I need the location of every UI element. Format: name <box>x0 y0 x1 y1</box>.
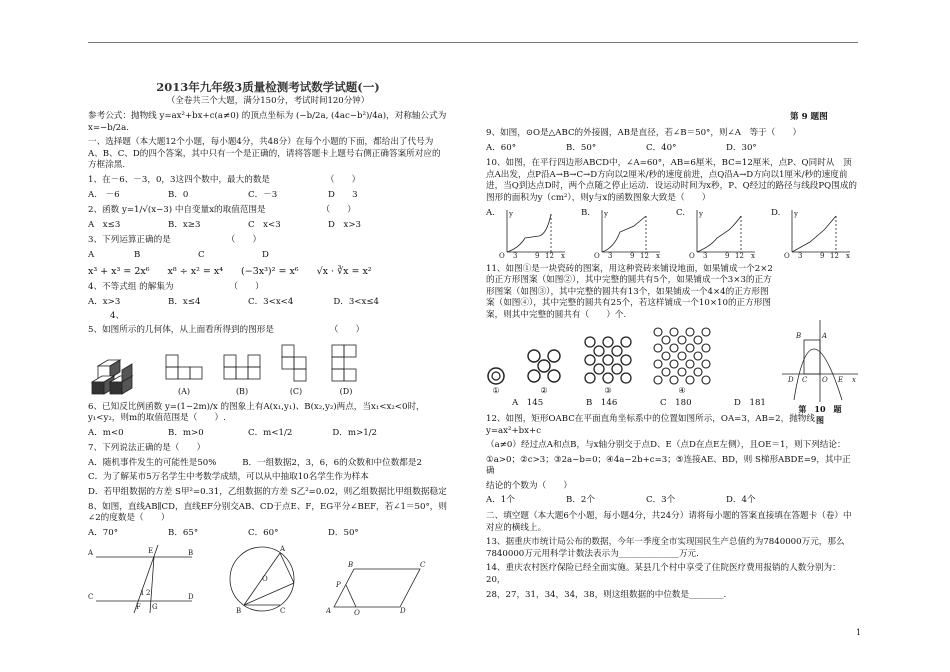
svg-text:x: x <box>656 251 660 260</box>
q9-stem: 9、如图，⊙O是△ABC的外接圆，AB是直径，若∠B＝50°，则∠A 等于（ ） <box>486 128 802 138</box>
q3-expr-a: x³ + x³ = 2x⁶ <box>88 265 150 277</box>
page-number: 1 <box>856 628 862 637</box>
q4-option-c: C．3<x<4 <box>248 296 294 307</box>
q7-option-c: C．为了解某市5万名学生中考数学成绩，可以从中抽取10名学生作为样本 <box>88 472 369 483</box>
svg-text:3: 3 <box>703 251 708 260</box>
q11-option-b: B 146 <box>586 398 618 409</box>
q13-stem: 13、据重庆市统计局公布的数据，今年一季度全市实现国民生产总值约为7840000万元，那么7840000万元用科学计数法表示为______________万元． <box>486 537 845 559</box>
q10-graph-a <box>486 208 567 260</box>
q6-option-a: A．m<0 <box>88 427 124 438</box>
q8-stem: 8、如图，直线AB∥CD，直线EF分别交AB、CD于点E、F，EG平分∠BEF，若∠1＝50°，则∠2的度数是（ ） <box>88 501 447 524</box>
q3-option-d: D <box>262 249 269 260</box>
q12-option-a: A．1个 <box>486 495 515 506</box>
q5-stem: 5、如图所示的几何体，从上面看所得到的图形是 （ ） <box>88 325 365 336</box>
top-rule <box>88 42 858 43</box>
q2-option-a: A x≤3 <box>88 219 121 230</box>
svg-text:O: O <box>262 575 268 584</box>
q3-option-a: A <box>88 249 95 260</box>
svg-text:A: A <box>822 332 828 340</box>
svg-text:C: C <box>280 607 286 616</box>
svg-text:y: y <box>508 209 513 218</box>
svg-text:12: 12 <box>830 251 840 260</box>
q8-option-c: C．60° <box>248 527 279 538</box>
q6-option-b: B．m>0 <box>168 427 204 438</box>
q11-option-d: D 181 <box>734 398 766 409</box>
paper-subtitle: （全卷共三个大题，满分150分，考试时间120分钟） <box>166 95 370 106</box>
q1-options <box>88 190 448 202</box>
svg-text:B: B <box>348 561 354 570</box>
q9-options <box>486 143 858 155</box>
svg-text:D: D <box>788 376 794 384</box>
q10-option-b: B. <box>580 207 591 218</box>
svg-text:A: A <box>326 607 332 616</box>
q11-option-c: C 180 <box>660 398 692 409</box>
svg-text:x: x <box>751 251 755 260</box>
q1-option-b: B．0 <box>168 189 189 200</box>
q11-label-2: ② <box>540 385 548 395</box>
q10-graph-b <box>581 208 662 260</box>
svg-text:y: y <box>604 209 608 218</box>
q3-expr-d: √x · ∛x = x² <box>316 265 372 277</box>
svg-text:A: A <box>280 545 286 554</box>
svg-text:G: G <box>152 603 158 612</box>
svg-text:E: E <box>838 376 844 384</box>
svg-text:O: O <box>594 251 600 260</box>
q5-view-d-shape <box>330 343 362 387</box>
q6-option-c: C．m<1/2 <box>248 427 293 438</box>
svg-text:3: 3 <box>512 251 518 260</box>
q7-stem: 7、下列说法正确的是（ ） <box>88 443 206 454</box>
svg-text:9: 9 <box>534 251 540 260</box>
q4-option-d: D．3<x≤4 <box>333 296 380 307</box>
q11-tile-2-shape <box>524 346 564 386</box>
q5-label-c: (C) <box>289 386 303 396</box>
q12-parabola-plot <box>780 318 860 404</box>
svg-text:y: y <box>794 209 799 218</box>
q4-option-b: B．x≤4 <box>168 296 201 307</box>
q8-options <box>88 528 448 540</box>
svg-text:A: A <box>88 549 94 558</box>
q5-view-c-shape <box>280 343 312 387</box>
q11-tile-4-shape <box>652 326 712 386</box>
q12-parabola-figure <box>780 318 860 426</box>
svg-text:2: 2 <box>146 589 151 598</box>
section2-heading: 二、填空题（本大题6个小题，每小题4分，共24分）请将每小题的答案直接填在答题卡（卷）中对应的横线上。 <box>486 511 852 533</box>
svg-text:x: x <box>560 251 565 260</box>
q11-option-a: A 145 <box>512 398 544 409</box>
left-column <box>88 80 448 619</box>
q6-option-d: D．m>1/2 <box>332 427 378 438</box>
q14-stem-line2: 28，27，31，34，34，38，则这组数据的中位数是________. <box>486 589 727 600</box>
q9-option-b: B．50° <box>566 142 597 153</box>
q8-q9-q10-figures <box>88 543 448 615</box>
svg-text:y: y <box>699 209 703 218</box>
svg-text:O: O <box>822 376 828 384</box>
q11-tile-3-shape <box>582 334 634 386</box>
q6-options <box>88 428 448 440</box>
svg-text:9: 9 <box>725 251 730 260</box>
q10-graph-b-plot <box>594 208 662 260</box>
q5-view-c <box>280 343 312 398</box>
q5-view-b-shape <box>222 353 262 387</box>
svg-text:3: 3 <box>608 251 613 260</box>
svg-text:E: E <box>148 547 154 556</box>
svg-text:B: B <box>188 549 194 558</box>
svg-text:9: 9 <box>630 251 635 260</box>
q4-options <box>88 297 448 309</box>
svg-text:Q: Q <box>354 609 360 616</box>
q10-stem: 10、如图，在平行四边形ABCD中，∠A=60°，AB=6厘米，BC=12厘米，点P、Q同时从 顶点A出发，点P沿A→B→C→D方向以2厘米/秒的速度前进，点Q沿A→D方向以1厘米/秒的速度前进，当Q到达点D时，两个点随之停止运动．设运动时间为x秒，P、Q经过的路径与线段PQ围成的图形的面积为y（cm²），则y与x的函数图象大致是（ ） <box>486 158 858 203</box>
q12-option-b: B．2个 <box>566 495 595 506</box>
q5-view-a <box>164 353 204 398</box>
svg-text:O: O <box>498 251 505 260</box>
q2-option-c: C x<3 <box>248 219 281 230</box>
q1-option-d: D 3 <box>328 189 358 200</box>
q10-option-a: A. <box>486 207 495 218</box>
q5-figures <box>88 343 448 398</box>
q5-view-b <box>222 353 262 398</box>
q2-stem: 2、函数 y=1/√(x−3) 中自变量x的取值范围是 （ ） <box>88 205 356 216</box>
svg-text:B: B <box>236 607 242 616</box>
q8-option-a: A．70° <box>88 527 119 538</box>
svg-text:x: x <box>852 376 856 384</box>
svg-text:12: 12 <box>544 251 554 260</box>
svg-text:O: O <box>784 251 791 260</box>
svg-text:1: 1 <box>140 589 145 598</box>
q10-graph-d <box>771 208 852 260</box>
q1-stem: 1、在－6、－3，0，3这四个数中，最大的数是 （ ） <box>88 174 361 185</box>
q10-graph-a-plot <box>499 208 567 260</box>
section1-heading: 一、选择题（本大题12个小题，每小题4分，共48分）在每个小题的下面，都给出了代号为A、B、C、D的四个答案，其中只有一个是正确的，请将答题卡上题号右侧正确答案所对应的方框涂黑. <box>88 137 441 171</box>
q14-stem-line1: 14、重庆农村医疗保险已经全面实施。某县几个村中享受了住院医疗费用报销的人数分别为：20， <box>486 563 841 586</box>
q5-label-a: (A) <box>177 386 191 396</box>
q4-extra: 4、 <box>110 310 125 321</box>
q5-label-d: (D) <box>339 386 353 396</box>
q7-option-d: D．若甲组数据的方差 S甲²=0.31，乙组数据的方差 S乙²=0.02，则乙组数据比甲组数据稳定 <box>88 487 447 498</box>
q5-view-a-shape <box>164 353 204 387</box>
svg-text:F: F <box>136 603 141 612</box>
svg-text:D: D <box>400 607 406 616</box>
q5-label-b: (B) <box>235 386 249 396</box>
svg-text:B: B <box>796 332 802 340</box>
q8-option-d: D．50° <box>328 527 359 538</box>
svg-text:C: C <box>802 376 808 384</box>
q8-parallel-lines-figure <box>88 543 198 615</box>
svg-text:9: 9 <box>820 251 825 260</box>
q5-solid-figure <box>88 352 146 398</box>
q11-tile-1-shape <box>486 366 506 386</box>
svg-text:12: 12 <box>735 251 744 260</box>
q10-figure-sublabel: 图 <box>816 414 824 425</box>
q11-tile-4 <box>652 326 712 397</box>
q10-option-c: C. <box>676 207 686 218</box>
q4-stem: 4、不等式组 的解集为 （ ） <box>88 282 264 293</box>
svg-text:3: 3 <box>798 251 803 260</box>
q11-label-3: ③ <box>604 385 612 395</box>
q4-option-a: A．x>3 <box>88 296 121 307</box>
q3-options-labels <box>88 250 448 262</box>
q11-tile-1 <box>486 366 506 397</box>
q3-option-b: B <box>134 249 141 260</box>
q9-option-d: D．30° <box>726 142 757 153</box>
q2-option-d: D x>3 <box>328 219 361 230</box>
svg-text:x: x <box>846 251 851 260</box>
q11-label-4: ④ <box>678 385 686 395</box>
q3-expressions <box>88 266 448 279</box>
q11-tile-2 <box>524 346 564 397</box>
q1-option-c: C．－3 <box>248 189 278 200</box>
q10-figure-label: 第 10 题 <box>798 404 842 414</box>
q10-parallelogram-figure <box>326 559 426 615</box>
q11-tile-3 <box>582 334 634 397</box>
q12-option-c: C．3个 <box>646 495 676 506</box>
paper-title: 2013年九年级3质量检测考试数学试题(一) <box>156 80 380 94</box>
q10-graph-options <box>486 208 858 260</box>
svg-text:D: D <box>188 593 194 602</box>
svg-text:O: O <box>689 251 695 260</box>
q5-view-d <box>330 343 362 398</box>
q10-option-d: D. <box>771 207 781 218</box>
q2-options <box>88 220 448 232</box>
q6-stem: 6、已知反比例函数 y=(1−2m)/x 的图象上有A(x₁,y₁)、B(x₂,y₂)两点，当x₁<x₂<0时，y₁<y₂，则m的取值范围是（ ）. <box>88 401 425 424</box>
q2-option-b: B．x≥3 <box>168 219 201 230</box>
q11-stem: 11、如图①是一块瓷砖的图案，用这种瓷砖来铺设地面，如果铺成一个2×2的正方形图案（如图②），其中完整的圆共有5个，如果铺成一个3×3的正方形图案（如图③），其中完整的圆共有13个，如果铺成一个4×4的正方形图案（如图④），其中完整的圆共有25个，若这样铺成一个10×10的正方形图案，则其中完整的圆共有（ ）个. <box>486 263 773 320</box>
formula-line: 参考公式：抛物线 y=ax²+bx+c(a≠0) 的顶点坐标为 (−b/2a, (4ac−b²)/4a)，对称轴公式为 x=−b/2a. <box>88 110 447 133</box>
q3-expr-b: x⁸ ÷ x² = x⁴ <box>167 265 224 277</box>
q3-stem: 3、下列运算正确的是 （ ） <box>88 235 262 246</box>
q12-line3: ①a>0；②c>3；③2a−b=0；④4a−2b+c=3；⑤连接AE、BD，则 S梯形ABDE=9，其中正确 <box>486 454 851 477</box>
q8-option-b: B．65° <box>168 527 199 538</box>
q12-option-d: D．4个 <box>726 495 756 506</box>
q9-option-a: A．60° <box>486 142 517 153</box>
q3-expr-c: (−3x³)² = x⁶ <box>241 265 299 277</box>
svg-text:C: C <box>88 593 94 602</box>
q1-option-a: A. －6 <box>88 189 120 200</box>
q9-option-c: C．40° <box>646 142 677 153</box>
q10-graph-c-plot <box>689 208 757 260</box>
q12-options <box>486 495 858 507</box>
q12-stem: 12、如图，矩形OABC在平面直角坐标系中的位置如图所示，OA=3，AB=2，抛物线 y=ax²+bx+c <box>486 413 815 436</box>
q12-line4: 结论的个数为（ ） <box>486 480 572 491</box>
q12-line2: （a≠0）经过点A和点B，与x轴分别交于点D、E（点D在点E左侧），且OE＝1，则下列结论： <box>486 440 846 451</box>
svg-text:12: 12 <box>640 251 649 260</box>
q9-circle-figure <box>222 543 302 615</box>
q10-graph-c <box>676 208 757 260</box>
q10-graph-d-plot <box>784 208 852 260</box>
q3-option-c: C <box>198 249 205 260</box>
svg-text:C: C <box>420 561 426 570</box>
q11-label-1: ① <box>492 385 500 395</box>
q9-figure-label: 第 9 题图 <box>790 112 828 122</box>
svg-text:P: P <box>336 581 341 590</box>
q7-option-ab: A．随机事件发生的可能性是50% B．一组数据2，3，6，6的众数和中位数都是2 <box>88 457 422 468</box>
